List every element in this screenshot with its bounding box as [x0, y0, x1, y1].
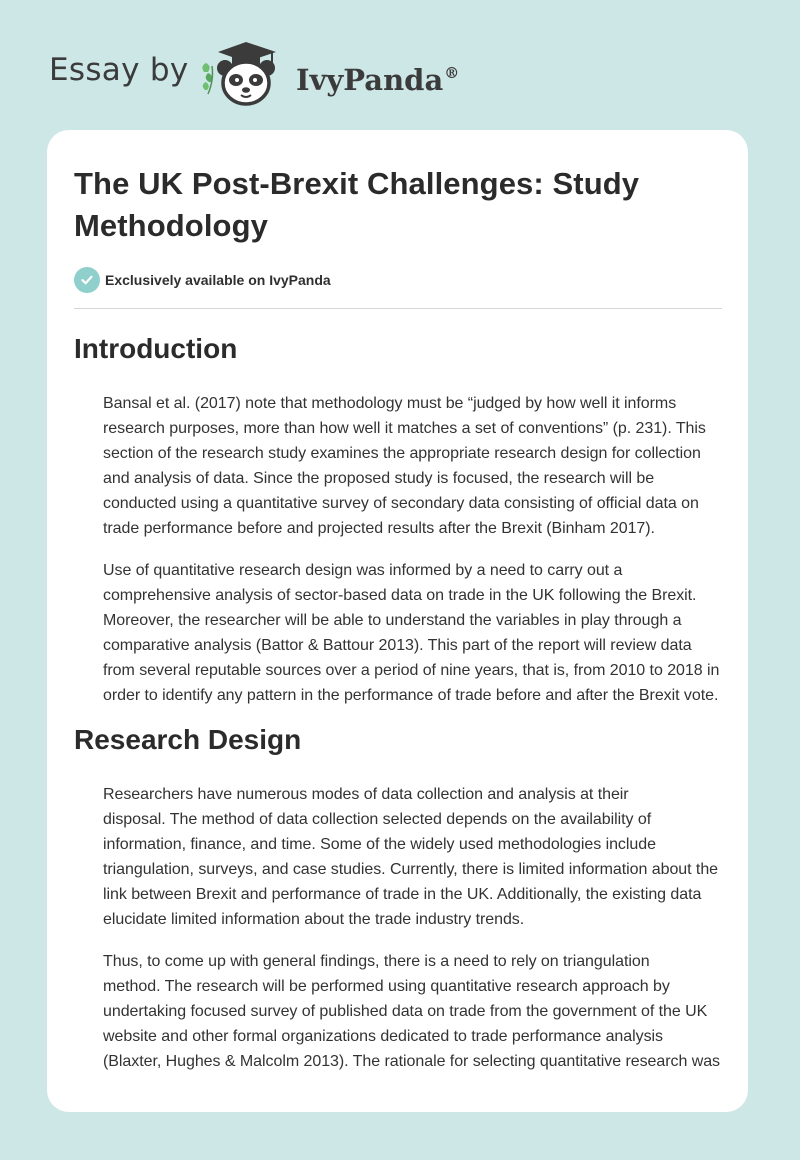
- badge-text: Exclusively available on IvyPanda: [105, 272, 331, 288]
- page-title: [74, 163, 724, 247]
- paragraph-line: comprehensive analysis of sector-based data on trade in the UK following the Brexit.: [103, 587, 697, 604]
- section-heading-research-design: Research Design: [74, 724, 302, 755]
- site-header: [0, 0, 800, 120]
- essay-content: [74, 163, 724, 1074]
- paragraph-line: triangulation, surveys, and case studies. Currently, there is limited information about the: [103, 861, 719, 878]
- brand-name-text: IvyPanda: [296, 63, 444, 97]
- check-circle-icon: [74, 267, 100, 293]
- registered-mark: ®: [444, 64, 460, 82]
- title-line: Methodology: [74, 208, 268, 243]
- paragraph-line: undertaking focused survey of published data on trade from the government of the UK: [103, 1003, 708, 1020]
- paragraph: [74, 949, 724, 1074]
- paragraph-line: (Blaxter, Hughes & Malcolm 2013). The rationale for selecting quantitative research was: [103, 1053, 721, 1070]
- paragraph-line: section of the research study examines the appropriate research design for collection: [103, 445, 701, 462]
- paragraph-line: Bansal et al. (2017) note that methodology must be “judged by how well it informs: [103, 395, 677, 412]
- paragraph-line: order to identify any pattern in the performance of trade before and after the Brexit vote.: [103, 687, 719, 704]
- section-heading-introduction: Introduction: [74, 333, 238, 364]
- paragraph: [74, 782, 724, 932]
- paragraph-line: disposal. The method of data collection selected depends on the availability of: [103, 811, 652, 828]
- paragraph-line: method. The research will be performed using quantitative research approach by: [103, 978, 670, 995]
- paragraph-line: comparative analysis (Battor & Battour 2013). This part of the report will review data: [103, 637, 692, 654]
- essay-card: [47, 130, 748, 1112]
- paragraph-line: Thus, to come up with general findings, there is a need to rely on triangulation: [103, 953, 650, 970]
- paragraph-line: trade performance before and projected results after the Brexit (Binham 2017).: [103, 520, 655, 537]
- paragraph-line: Moreover, the researcher will be able to understand the variables in play through a: [103, 612, 682, 629]
- exclusive-badge: [74, 267, 724, 293]
- paragraph-line: and analysis of data. Since the proposed study is focused, the research will be: [103, 470, 655, 487]
- divider: [74, 308, 722, 309]
- paragraph-line: Researchers have numerous modes of data collection and analysis at their: [103, 786, 629, 803]
- paragraph-line: from several reputable sources over a period of nine years, that is, from 2010 to 2018 in: [103, 662, 720, 679]
- paragraph-line: link between Brexit and performance of trade in the UK. Additionally, the existing data: [103, 886, 702, 903]
- brand-name[interactable]: [296, 54, 459, 99]
- paragraph-line: conducted using a quantitative survey of secondary data consisting of official data on: [103, 495, 699, 512]
- paragraph-line: research purposes, more than how well it matches a set of conventions” (p. 231). This: [103, 420, 706, 437]
- paragraph-line: Use of quantitative research design was informed by a need to carry out a: [103, 562, 623, 579]
- paragraph-line: elucidate limited information about the trade industry trends.: [103, 911, 525, 928]
- paragraph: [74, 558, 724, 708]
- panda-graduate-icon[interactable]: [198, 36, 294, 108]
- paragraph-line: website and other formal organizations dedicated to trade performance analysis: [103, 1028, 663, 1045]
- paragraph-line: information, finance, and time. Some of the widely used methodologies include: [103, 836, 656, 853]
- brand-prefix: Essay by: [49, 52, 189, 88]
- paragraph: [74, 391, 724, 541]
- title-line: The UK Post-Brexit Challenges: Study: [74, 166, 640, 201]
